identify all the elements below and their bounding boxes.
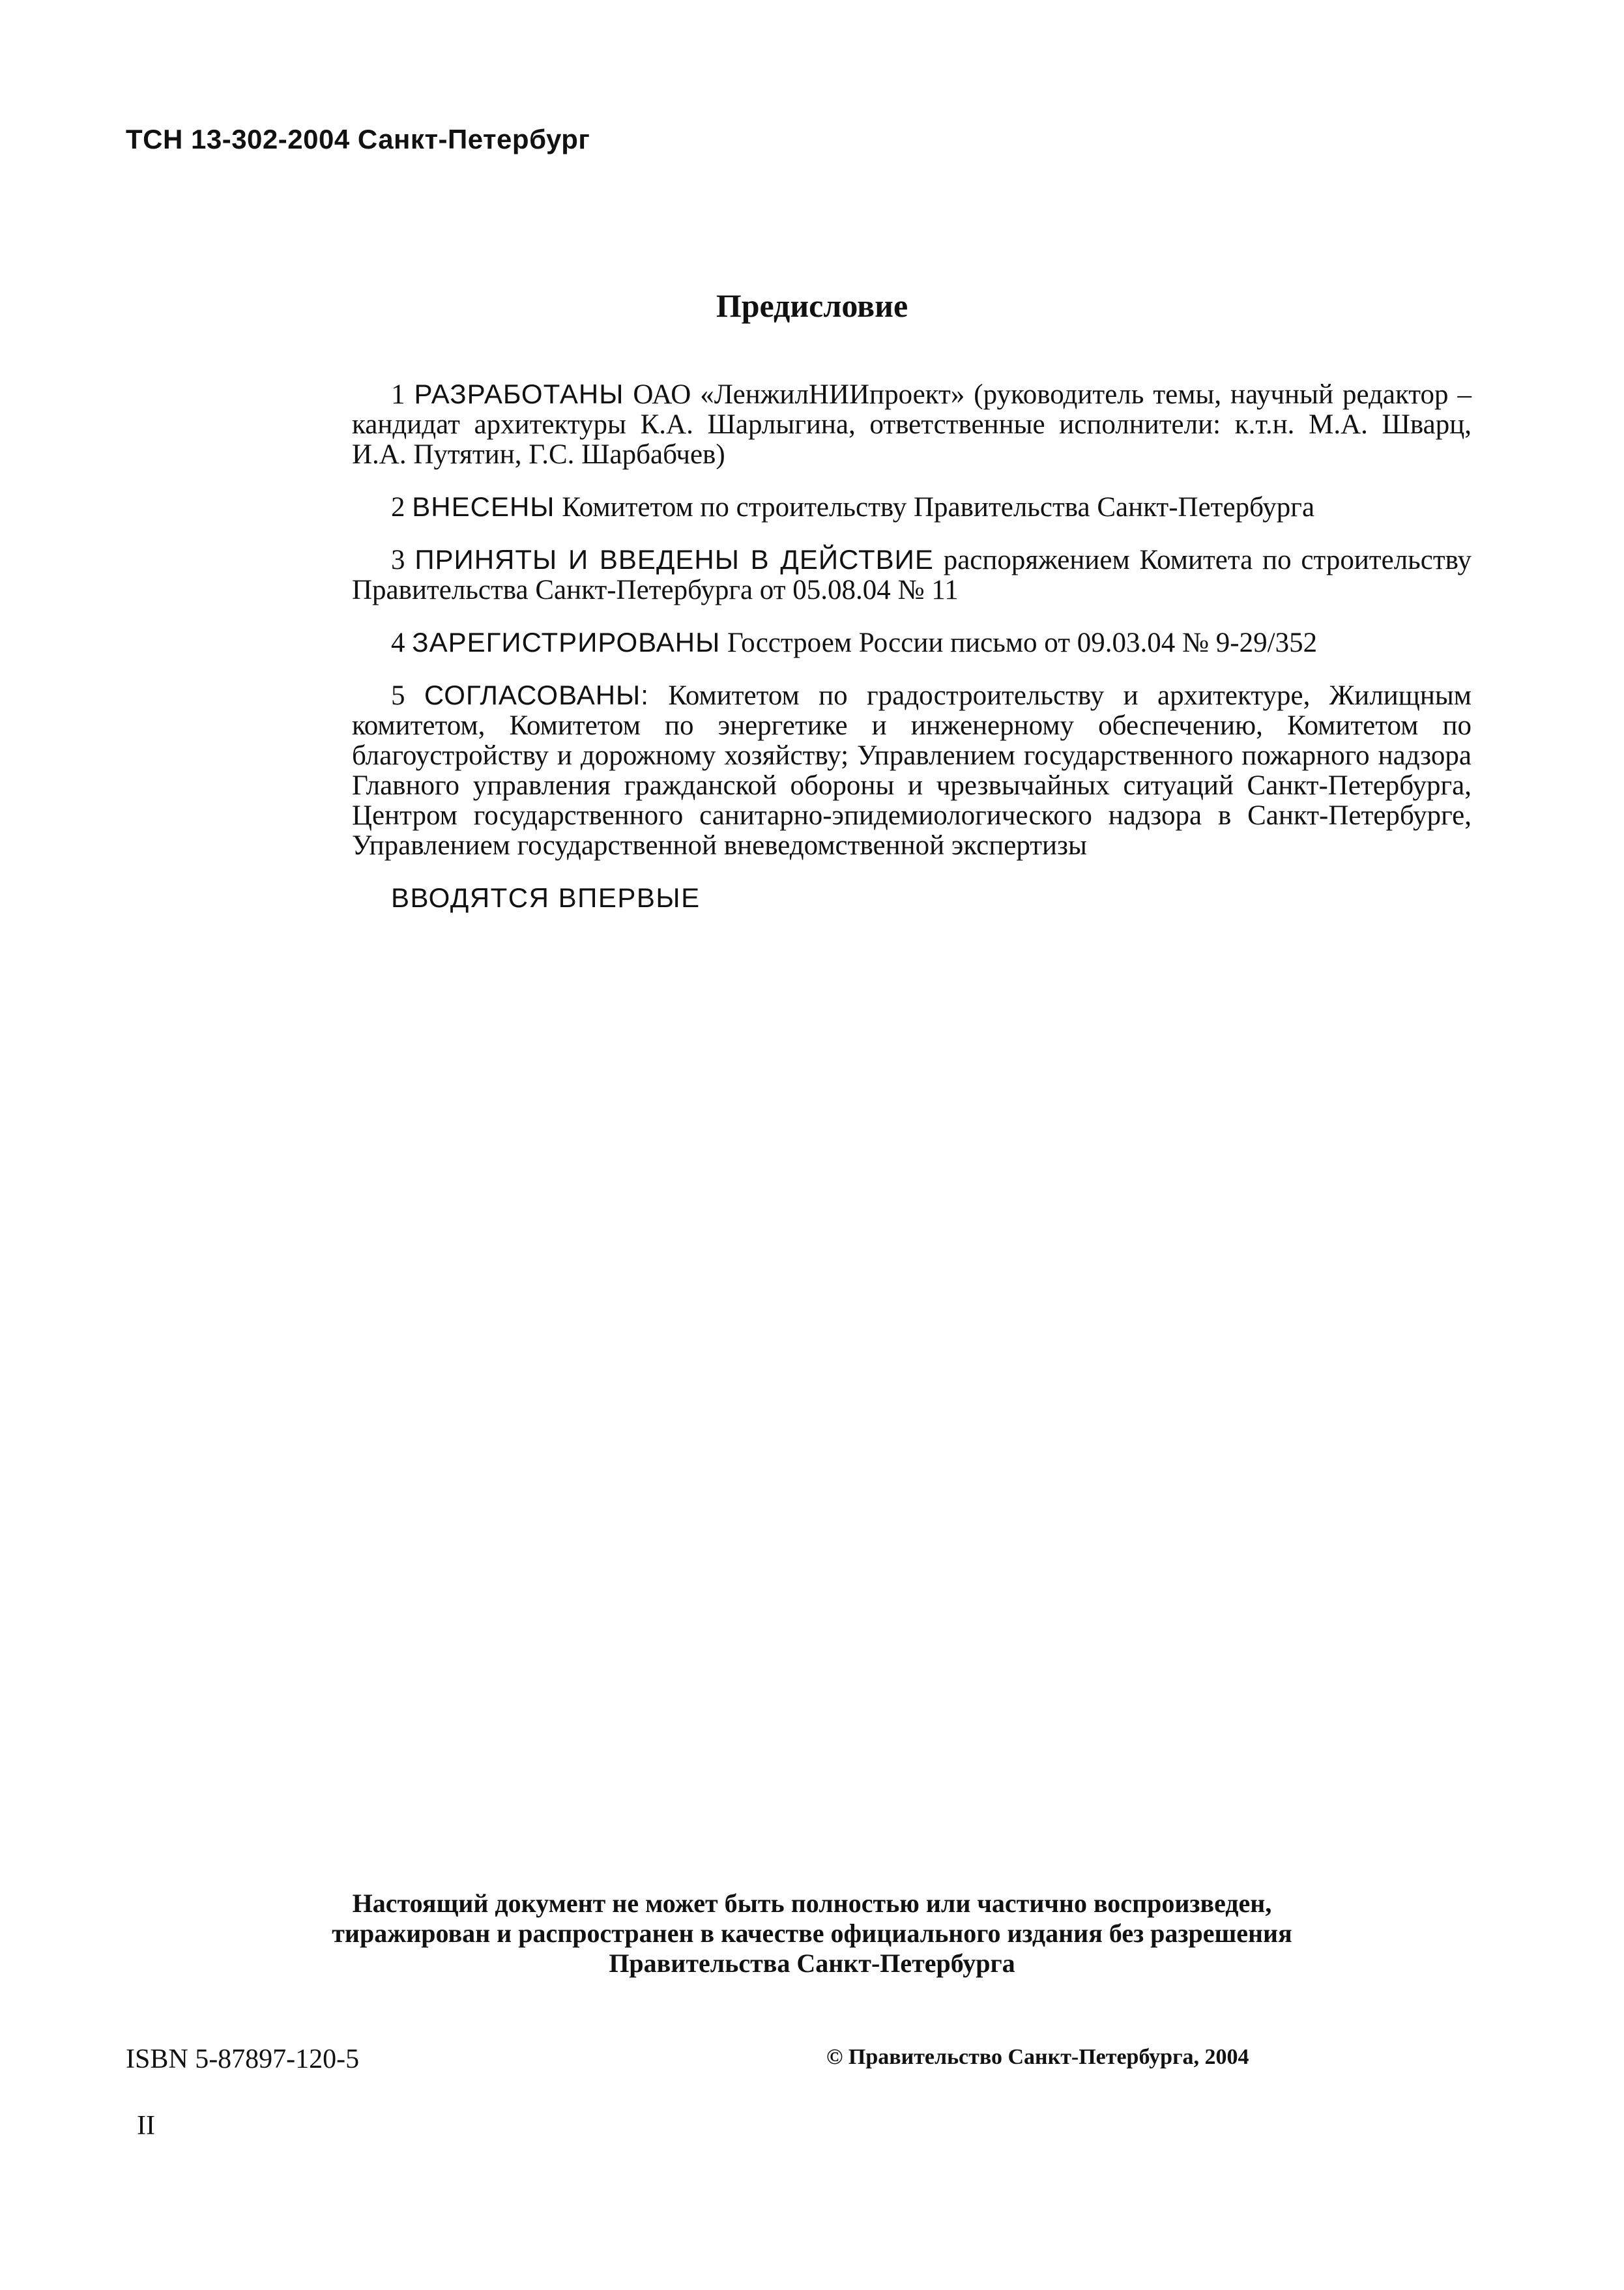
item-number: 4: [391, 628, 405, 658]
item-text: Госстроем России письмо от 09.03.04 № 9-29/352: [727, 628, 1318, 658]
preface-item-1: [352, 379, 1472, 470]
item-number: 5: [391, 680, 405, 711]
preface-body: [352, 379, 1472, 913]
preface-item-5: [352, 680, 1472, 861]
notice-line: Правительства Санкт-Петербурга: [609, 1949, 1015, 1978]
item-text: Комитетом по строительству Правительства Санкт-Петербурга: [562, 492, 1315, 523]
preface-item-2: [352, 492, 1472, 523]
item-label: РАЗРАБОТАНЫ: [414, 379, 624, 409]
item-label: ВНЕСЕНЫ: [412, 491, 555, 522]
copyright: © Правительство Санкт-Петербурга, 2004: [826, 2045, 1249, 2069]
item-label: ПРИНЯТЫ И ВВЕДЕНЫ В ДЕЙСТВИЕ: [414, 544, 934, 575]
notice-line: Настоящий документ не может быть полностью или частично воспроизведен,: [352, 1889, 1272, 1918]
page-number: II: [137, 2111, 155, 2141]
reproduction-notice: [0, 1889, 1624, 1978]
preface-item-3: [352, 545, 1472, 605]
item-number: 3: [391, 545, 405, 575]
item-label: ЗАРЕГИСТРИРОВАНЫ: [412, 627, 721, 658]
item-number: 1: [391, 379, 405, 410]
item-text: распоряжением Комитета по строительству Правительства Санкт-Петербурга от 05.08.04 № 11: [352, 545, 1472, 605]
preface-item-4: [352, 628, 1472, 658]
preface-title: Предисловие: [716, 287, 908, 324]
item-text: ОАО «ЛенжилНИИпроект» (руководитель темы, научный редактор – кандидат архитектуры К.А. Шарлыгина, ответственные исполнители: к.т.н. М.А. Шварц, И.А. Путятин, Г.С. Шарбабчев): [352, 379, 1472, 470]
notice-line: тиражирован и распространен в качестве официального издания без разрешения: [332, 1919, 1292, 1948]
introduced-first-time: ВВОДЯТСЯ ВПЕРВЫЕ: [391, 882, 701, 913]
item-label: СОГЛАСОВАНЫ:: [424, 680, 649, 710]
running-header: ТСН 13-302-2004 Санкт-Петербург: [126, 124, 590, 154]
item-number: 2: [391, 492, 405, 523]
item-text: Комитетом по градостроительству и архитектуре, Жилищным комитетом, Комитетом по энергетике и инженерному обеспечению, Комитетом по благоустройству и дорожному хозяйству; Управлением государственного пожарного надзора Главного управления гражданской обороны и чрезвычайных ситуаций Санкт-Петербурга, Центром государственного санитарно-эпидемиологического надзора в Санкт-Петербурге, Управлением государственной вневедомственной экспертизы: [352, 680, 1472, 861]
isbn: ISBN 5-87897-120-5: [126, 2044, 360, 2074]
